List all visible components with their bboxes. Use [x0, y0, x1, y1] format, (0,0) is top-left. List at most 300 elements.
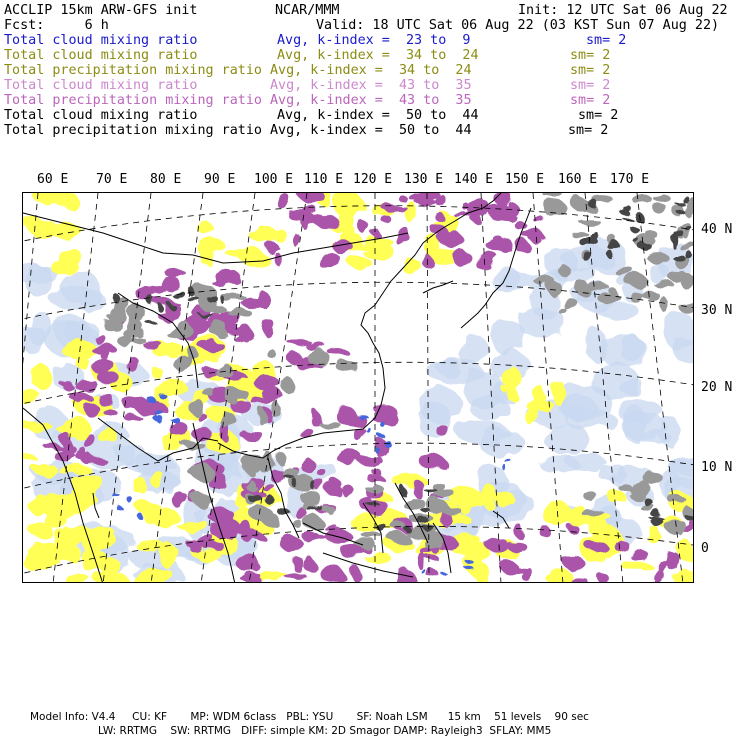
light-blue-blob — [115, 441, 144, 463]
dark-blob — [200, 314, 214, 317]
legend-index-range: Avg, k-index = 43 to 35 — [270, 78, 472, 93]
dark-blob — [581, 253, 593, 259]
legend-smoothing: sm= 2 — [570, 48, 611, 63]
dark-blob — [650, 510, 661, 516]
blue-blob — [367, 428, 372, 433]
gray-blob — [319, 421, 340, 429]
gray-blob — [631, 293, 645, 303]
blue-blob — [421, 570, 427, 574]
legend-smoothing: sm= 2 — [570, 93, 611, 108]
legend-field-name: Total precipitation mixing ratio — [4, 93, 262, 108]
purple-blob — [171, 491, 185, 508]
purple-blob — [304, 535, 327, 541]
legend-index-range: Avg, k-index = 34 to 24 — [277, 48, 479, 63]
purple-blob — [269, 245, 280, 251]
purple-blob — [123, 395, 149, 412]
model-title: ACCLIP 15km ARW-GFS init — [4, 3, 198, 18]
yellow-blob — [401, 256, 419, 274]
yellow-blob — [76, 358, 90, 369]
map-panel — [22, 192, 694, 583]
dark-blob — [606, 240, 620, 249]
gray-blob — [401, 497, 425, 509]
purple-blob — [165, 269, 186, 278]
legend-smoothing: sm= 2 — [570, 78, 611, 93]
legend-index-range: Avg, k-index = 50 to 44 — [270, 123, 472, 138]
gray-blob — [632, 195, 652, 205]
purple-blob — [63, 384, 73, 391]
purple-blob — [198, 340, 224, 350]
gray-blob — [210, 306, 226, 314]
valid-time: Valid: 18 UTC Sat 06 Aug 22 (03 KST Sun 07 Aug 22) — [316, 18, 720, 33]
dark-blob — [375, 522, 386, 530]
purple-blob — [143, 343, 164, 349]
gray-blob — [577, 281, 589, 297]
purple-blob — [169, 420, 187, 436]
purple-blob — [97, 371, 119, 384]
gray-blob — [543, 193, 562, 198]
gray-blob — [668, 496, 687, 503]
purple-blob — [299, 456, 312, 471]
gray-blob — [534, 276, 555, 285]
purple-blob — [564, 555, 583, 572]
gray-blob — [586, 284, 610, 290]
legend-field-name: Total cloud mixing ratio — [4, 33, 198, 48]
longitude-label: 80 E — [150, 172, 182, 187]
purple-blob — [286, 574, 308, 581]
purple-blob — [74, 380, 98, 390]
yellow-blob — [480, 484, 497, 509]
purple-blob — [214, 269, 234, 285]
longitude-label: 170 E — [610, 172, 650, 187]
purple-blob — [342, 487, 356, 498]
dark-blob — [684, 513, 691, 518]
gray-blob — [557, 307, 566, 313]
yellow-blob — [61, 524, 92, 547]
yellow-blob — [62, 495, 84, 507]
purple-blob — [292, 233, 300, 246]
purple-blob — [103, 408, 116, 416]
legend-smoothing: sm= 2 — [586, 33, 627, 48]
legend-field-name: Total cloud mixing ratio — [4, 48, 198, 63]
legend-index-range: Avg, k-index = 23 to 9 — [277, 33, 471, 48]
yellow-blob — [503, 366, 521, 388]
dark-blob — [158, 305, 164, 313]
yellow-blob — [58, 466, 92, 475]
light-blue-blob — [664, 312, 694, 350]
purple-blob — [336, 407, 357, 424]
gray-blob — [629, 481, 651, 497]
gray-blob — [583, 491, 596, 501]
dark-blob — [419, 517, 429, 525]
dark-blob — [620, 209, 628, 215]
dark-blob — [293, 479, 298, 488]
center-label: NCAR/MMM — [275, 3, 340, 18]
gray-blob — [652, 203, 667, 212]
blue-blob — [465, 568, 475, 571]
gray-blob — [243, 476, 252, 487]
purple-blob — [327, 349, 348, 355]
blue-blob — [135, 512, 141, 517]
purple-blob — [507, 542, 527, 553]
yellow-blob — [243, 252, 270, 267]
yellow-blob — [675, 569, 694, 583]
purple-blob — [220, 519, 240, 535]
gray-blob — [684, 202, 694, 218]
gray-blob — [104, 318, 121, 334]
gray-blob — [440, 507, 461, 514]
purple-blob — [358, 221, 369, 233]
gray-blob — [202, 387, 213, 396]
purple-blob — [94, 360, 115, 370]
gray-blob — [643, 291, 659, 302]
purple-blob — [366, 473, 382, 481]
purple-blob — [326, 486, 343, 495]
dark-blob — [285, 476, 296, 480]
yellow-blob — [496, 491, 515, 508]
light-blue-blob — [585, 329, 607, 361]
purple-blob — [428, 570, 440, 579]
purple-blob — [501, 237, 511, 249]
gray-blob — [228, 308, 252, 317]
gray-blob — [269, 351, 278, 361]
purple-blob — [239, 429, 262, 439]
yellow-blob — [151, 507, 179, 526]
dark-blob — [673, 230, 684, 236]
yellow-blob — [197, 222, 213, 233]
dark-blob — [632, 237, 639, 242]
yellow-blob — [527, 404, 540, 428]
purple-blob — [499, 214, 517, 222]
purple-blob — [539, 526, 551, 537]
yellow-blob — [249, 225, 277, 243]
gray-blob — [220, 412, 236, 429]
yellow-blob — [59, 248, 82, 269]
gray-blob — [652, 280, 673, 286]
dark-blob — [622, 217, 632, 220]
purple-blob — [304, 558, 316, 572]
purple-blob — [420, 255, 433, 266]
dark-blob — [112, 293, 119, 302]
light-blue-blob — [618, 378, 644, 394]
purple-blob — [160, 277, 180, 291]
gray-blob — [597, 292, 620, 303]
gray-blob — [320, 505, 334, 512]
yellow-blob — [350, 259, 373, 271]
gray-blob — [646, 252, 668, 263]
model-info: Model Info: V4.4 CU: KF MP: WDM 6class PBL: YSU SF: Noah LSM 15 km 51 levels 90 sec — [30, 711, 589, 723]
blue-blob — [358, 415, 368, 419]
dark-blob — [669, 239, 673, 245]
purple-blob — [91, 344, 117, 354]
dark-blob — [677, 258, 688, 264]
purple-blob — [236, 555, 261, 571]
yellow-blob — [201, 237, 223, 251]
dark-blob — [206, 294, 217, 302]
yellow-blob — [34, 462, 57, 477]
light-blue-blob — [28, 312, 53, 347]
longitude-label: 140 E — [454, 172, 494, 187]
purple-blob — [453, 250, 471, 267]
blue-blob — [127, 498, 134, 503]
dark-blob — [190, 290, 198, 298]
purple-blob — [326, 528, 352, 543]
purple-blob — [96, 394, 114, 404]
forecast-hour: Fcst: 6 h — [4, 18, 109, 33]
gray-blob — [131, 338, 147, 345]
longitude-label: 130 E — [404, 172, 444, 187]
gray-blob — [581, 510, 604, 518]
longitude-label: 60 E — [37, 172, 69, 187]
purple-blob — [570, 525, 580, 535]
gray-blob — [653, 194, 670, 201]
gray-blob — [228, 390, 249, 397]
gray-blob — [645, 229, 655, 236]
latitude-label: 20 N — [701, 380, 733, 395]
blue-blob — [117, 506, 123, 511]
dark-blob — [188, 298, 201, 301]
yellow-blob — [31, 363, 51, 388]
purple-blob — [372, 229, 380, 237]
purple-blob — [627, 550, 648, 558]
yellow-blob — [365, 552, 391, 564]
purple-blob — [126, 361, 144, 371]
blue-blob — [379, 435, 385, 440]
light-blue-blob — [600, 334, 648, 368]
gray-blob — [302, 490, 319, 507]
dark-blob — [681, 196, 690, 202]
light-blue-blob — [646, 262, 668, 282]
purple-blob — [416, 551, 425, 569]
longitude-label: 100 E — [254, 172, 294, 187]
purple-blob — [399, 196, 408, 202]
latitude-label: 30 N — [701, 303, 733, 318]
purple-blob — [94, 335, 107, 344]
gray-blob — [276, 452, 285, 465]
light-blue-blob — [659, 416, 680, 447]
yellow-blob — [648, 526, 661, 545]
purple-blob — [317, 468, 326, 476]
yellow-blob — [177, 522, 210, 531]
purple-blob — [264, 320, 277, 338]
dark-blob — [221, 296, 225, 304]
gray-blob — [303, 515, 323, 529]
yellow-blob — [609, 491, 626, 506]
purple-blob — [125, 416, 144, 422]
dark-blob — [686, 253, 694, 260]
light-blue-blob — [50, 287, 105, 311]
gray-blob — [571, 232, 589, 238]
blue-blob — [467, 561, 475, 566]
gray-blob — [257, 408, 266, 424]
gray-blob — [617, 482, 630, 491]
legend-field-name: Total cloud mixing ratio — [4, 78, 198, 93]
yellow-blob — [99, 557, 121, 573]
longitude-label: 120 E — [353, 172, 393, 187]
purple-blob — [412, 479, 423, 497]
gray-blob — [209, 322, 228, 336]
purple-blob — [421, 455, 446, 471]
light-blue-blob — [538, 456, 579, 473]
dark-blob — [248, 494, 262, 502]
gray-blob — [625, 273, 647, 288]
yellow-blob — [45, 543, 80, 561]
dark-blob — [688, 228, 694, 234]
blue-blob — [157, 393, 166, 396]
yellow-blob — [532, 384, 544, 401]
purple-blob — [495, 193, 513, 207]
gray-blob — [335, 359, 357, 371]
purple-blob — [245, 572, 259, 578]
yellow-blob — [23, 391, 41, 404]
dark-blob — [425, 527, 436, 532]
dark-blob — [677, 209, 685, 215]
purple-blob — [503, 561, 517, 573]
gray-blob — [280, 376, 292, 392]
blue-blob — [111, 493, 119, 496]
dark-blob — [643, 497, 652, 504]
yellow-blob — [620, 560, 651, 569]
light-blue-blob — [617, 397, 661, 423]
legend-field-name: Total precipitation mixing ratio — [4, 123, 262, 138]
legend-index-range: Avg, k-index = 43 to 35 — [270, 93, 472, 108]
light-blue-blob — [419, 386, 462, 423]
gray-blob — [189, 399, 204, 415]
dark-blob — [264, 495, 274, 504]
gray-blob — [664, 518, 682, 531]
purple-blob — [529, 235, 539, 242]
legend-field-name: Total precipitation mixing ratio — [4, 63, 262, 78]
dark-blob — [633, 211, 643, 220]
yellow-blob — [44, 513, 68, 528]
blue-blob — [373, 446, 379, 451]
latitude-label: 10 N — [701, 460, 733, 475]
yellow-blob — [503, 386, 517, 397]
yellow-blob — [135, 540, 164, 551]
dark-blob — [639, 243, 653, 251]
dark-blob — [424, 489, 438, 493]
purple-blob — [353, 427, 366, 434]
purple-blob — [587, 543, 609, 553]
dark-blob — [674, 201, 684, 205]
legend-smoothing: sm= 2 — [570, 63, 611, 78]
gray-blob — [306, 350, 330, 364]
purple-blob — [486, 538, 509, 552]
blue-blob — [145, 394, 153, 401]
yellow-blob — [23, 453, 35, 462]
purple-blob — [380, 214, 390, 222]
purple-blob — [81, 457, 106, 464]
dark-blob — [367, 503, 381, 506]
longitude-label: 150 E — [505, 172, 545, 187]
legend-smoothing: sm= 2 — [578, 108, 619, 123]
purple-blob — [306, 344, 327, 351]
purple-blob — [262, 387, 283, 402]
dark-blob — [309, 479, 314, 488]
light-blue-blob — [478, 429, 524, 456]
blue-blob — [379, 420, 384, 426]
blue-blob — [155, 410, 163, 416]
model-physics: LW: RRTMG SW: RRTMG DIFF: simple KM: 2D Smagor DAMP: Rayleigh3 SFLAY: MM5 — [98, 725, 552, 737]
gray-blob — [181, 441, 204, 449]
purple-blob — [85, 403, 99, 418]
purple-blob — [82, 432, 94, 448]
dark-blob — [317, 505, 321, 510]
gray-blob — [613, 266, 633, 275]
dark-blob — [606, 249, 612, 258]
dark-blob — [420, 507, 429, 512]
dark-blob — [586, 198, 597, 206]
latitude-label: 0 — [701, 541, 709, 556]
purple-blob — [274, 253, 283, 265]
gray-blob — [579, 219, 601, 225]
purple-blob — [664, 553, 679, 567]
yellow-blob — [333, 193, 364, 217]
gray-blob — [191, 465, 214, 480]
yellow-blob — [424, 235, 441, 254]
dark-blob — [168, 301, 174, 308]
purple-blob — [337, 449, 362, 465]
purple-blob — [431, 225, 446, 236]
purple-blob — [276, 194, 292, 209]
longitude-label: 90 E — [204, 172, 236, 187]
dark-blob — [594, 234, 600, 241]
map-canvas — [23, 193, 694, 583]
purple-blob — [255, 375, 269, 390]
purple-blob — [397, 230, 406, 247]
legend-index-range: Avg, k-index = 50 to 44 — [277, 108, 479, 123]
blue-blob — [503, 465, 507, 471]
light-blue-blob — [491, 268, 522, 292]
purple-blob — [434, 211, 444, 220]
purple-blob — [614, 538, 628, 551]
yellow-blob — [27, 494, 50, 514]
gray-blob — [174, 355, 194, 372]
purple-blob — [70, 392, 92, 402]
yellow-blob — [133, 476, 146, 494]
gray-blob — [660, 298, 668, 313]
yellow-blob — [197, 552, 221, 561]
purple-blob — [349, 565, 361, 579]
purple-blob — [600, 573, 608, 583]
purple-blob — [436, 424, 449, 436]
longitude-label: 70 E — [96, 172, 128, 187]
gray-blob — [251, 506, 274, 522]
blue-blob — [385, 442, 393, 447]
init-time: Init: 12 UTC Sat 06 Aug 22 — [518, 3, 728, 18]
dark-blob — [580, 239, 593, 246]
purple-blob — [475, 254, 487, 270]
gray-blob — [134, 327, 143, 337]
purple-blob — [293, 556, 303, 572]
legend-field-name: Total cloud mixing ratio — [4, 108, 198, 123]
legend-index-range: Avg, k-index = 34 to 24 — [270, 63, 472, 78]
legend-smoothing: sm= 2 — [568, 123, 609, 138]
yellow-blob — [150, 471, 164, 488]
dark-blob — [649, 516, 663, 520]
yellow-blob — [61, 574, 91, 583]
purple-blob — [316, 253, 341, 268]
blue-blob — [441, 572, 447, 575]
gray-blob — [544, 201, 567, 218]
blue-blob — [505, 460, 513, 463]
purple-blob — [320, 566, 344, 582]
purple-blob — [652, 569, 663, 582]
longitude-label: 160 E — [558, 172, 598, 187]
gray-blob — [388, 532, 409, 544]
blue-blob — [156, 417, 164, 424]
yellow-blob — [453, 515, 470, 523]
purple-blob — [394, 569, 415, 583]
